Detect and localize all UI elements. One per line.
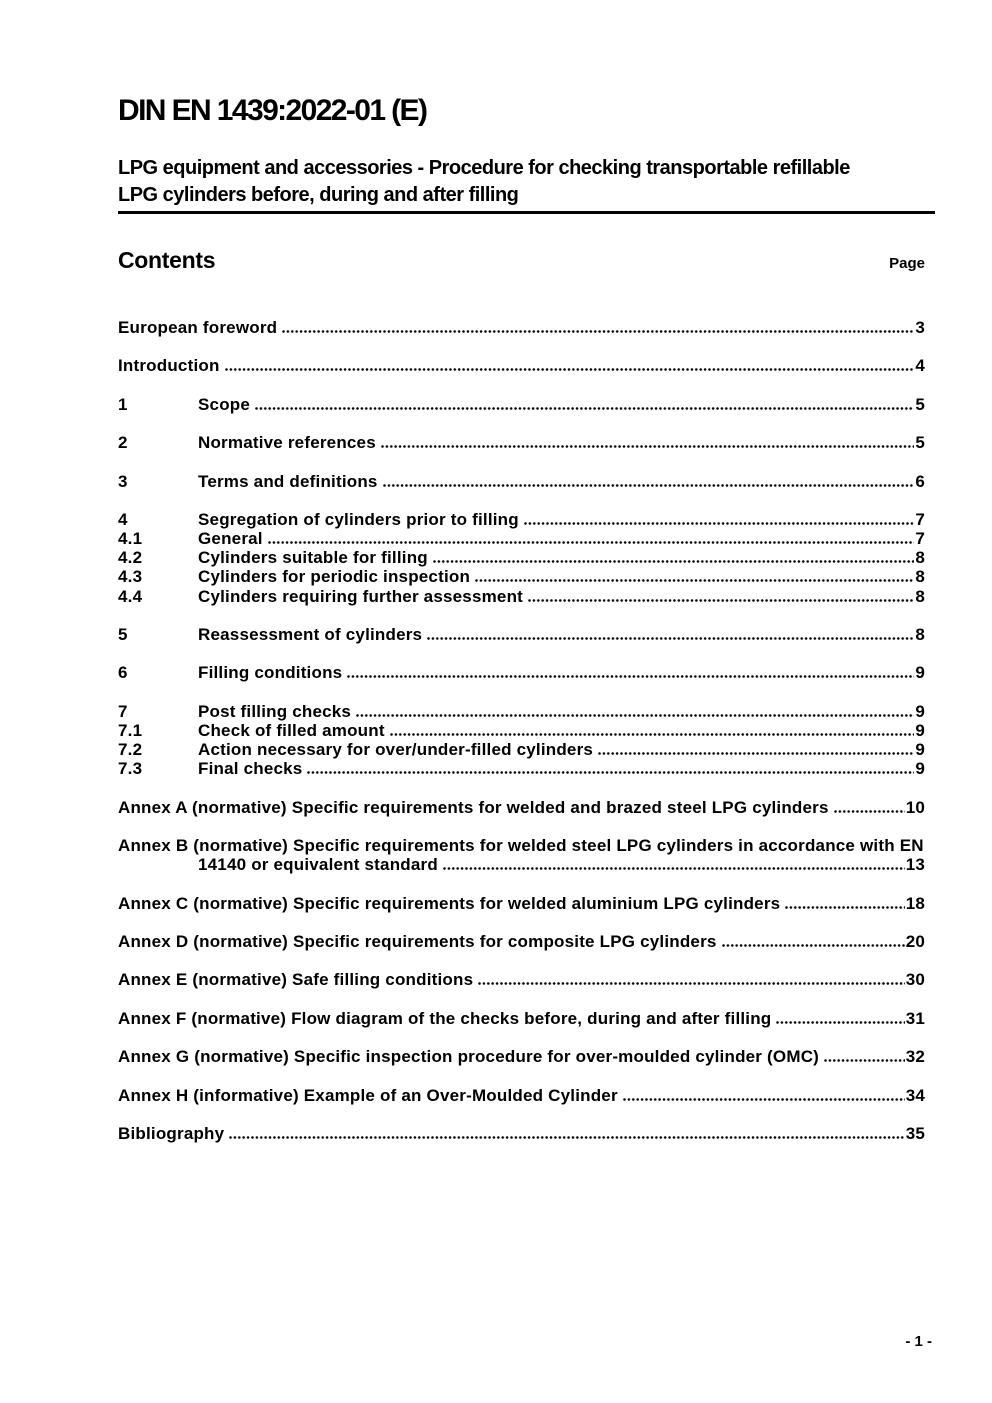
toc-entry[interactable] [118, 721, 925, 740]
table-of-contents [118, 318, 935, 1143]
toc-dot-leader [475, 579, 914, 582]
toc-entry-label: Annex F (normative) Flow diagram of the checks before, during and after filling [118, 1008, 772, 1028]
document-title-line-2: LPG cylinders before, during and after filling [118, 184, 519, 206]
toc-entry-page: 9 [915, 701, 925, 721]
toc-entry[interactable] [118, 318, 925, 337]
toc-entry-label: Normative references [198, 433, 376, 453]
toc-entry-label: Annex G (normative) Specific inspection procedure for over-moulded cylinder (OMC) [118, 1047, 820, 1067]
toc-entry-label: Check of filled amount [198, 720, 385, 740]
toc-entry[interactable] [118, 1086, 925, 1105]
toc-entry[interactable] [118, 625, 925, 644]
toc-entry-number: 4.1 [118, 529, 143, 549]
toc-entry[interactable] [118, 529, 925, 548]
toc-entry-page: 8 [915, 586, 925, 606]
toc-entry-page: 32 [905, 1047, 925, 1067]
toc-entry-label: Annex D (normative) Specific requirements for composite LPG cylinders [118, 932, 717, 951]
toc-entry-label: Post filling checks [198, 701, 352, 721]
toc-group [118, 1124, 925, 1143]
toc-entry-page: 30 [905, 970, 925, 990]
toc-dot-leader [282, 330, 914, 333]
toc-entry[interactable] [118, 567, 925, 586]
toc-entry-number: 7.2 [118, 740, 143, 760]
toc-entry-page: 6 [915, 471, 925, 491]
toc-entry-number: 5 [118, 625, 128, 644]
toc-group [118, 1086, 925, 1105]
toc-entry-label: Cylinders requiring further assessment [198, 586, 524, 606]
toc-entry-number: 7 [118, 701, 128, 721]
toc-entry-page: 8 [915, 567, 925, 587]
toc-entry-page: 3 [915, 318, 925, 337]
toc-entry-label: Cylinders for periodic inspection [198, 567, 471, 587]
toc-entry[interactable] [118, 970, 925, 989]
toc-entry-number: 3 [118, 471, 128, 491]
toc-entry[interactable] [118, 798, 925, 817]
toc-entry[interactable] [118, 395, 925, 414]
toc-group [118, 932, 925, 951]
toc-entry-number: 2 [118, 433, 128, 453]
toc-entry[interactable] [118, 433, 925, 452]
toc-group [118, 318, 925, 337]
toc-entry-label: Action necessary for over/under-filled cylinders [198, 740, 594, 760]
toc-dot-leader [433, 560, 914, 563]
toc-entry[interactable] [118, 356, 925, 375]
toc-entry-label: Annex E (normative) Safe filling conditions [118, 970, 474, 990]
toc-entry-label: Final checks [198, 759, 303, 779]
toc-dot-leader [443, 867, 905, 870]
toc-entry-label: Terms and definitions [198, 471, 378, 491]
toc-entry-page: 35 [905, 1123, 925, 1143]
toc-entry[interactable] [118, 1009, 925, 1028]
toc-entry-number: 4 [118, 509, 128, 529]
toc-dot-leader [390, 733, 915, 736]
toc-dot-leader [478, 982, 904, 985]
toc-dot-leader [598, 752, 914, 755]
toc-dot-leader [255, 407, 914, 410]
toc-dot-leader [427, 637, 914, 640]
toc-entry-label: Annex B (normative) Specific requirements for welded steel LPG cylinders in accordance with EN [118, 836, 924, 856]
toc-entry[interactable] [118, 702, 925, 721]
toc-entry[interactable] [118, 663, 925, 682]
toc-entry-number: 4.2 [118, 548, 143, 568]
toc-group [118, 356, 925, 375]
toc-group [118, 1009, 925, 1028]
toc-entry-page: 5 [915, 433, 925, 453]
toc-entry-page: 9 [915, 740, 925, 760]
contents-heading: Contents [118, 247, 216, 273]
toc-entry-page: 20 [905, 932, 925, 951]
toc-dot-leader [381, 445, 914, 448]
toc-entry[interactable] [118, 740, 925, 759]
toc-entry-label: 14140 or equivalent standard [198, 855, 438, 875]
toc-dot-leader [225, 368, 915, 371]
toc-dot-leader [383, 484, 915, 487]
toc-dot-leader [623, 1098, 905, 1101]
toc-entry[interactable] [118, 932, 925, 951]
toc-entry-page: 31 [905, 1008, 925, 1028]
toc-group [118, 625, 925, 644]
toc-entry[interactable] [118, 894, 925, 913]
toc-dot-leader [722, 944, 905, 947]
toc-entry-page: 9 [915, 759, 925, 779]
toc-entry-number: 4.3 [118, 567, 143, 587]
toc-entry-page: 13 [905, 855, 925, 875]
toc-entry-page: 34 [905, 1085, 925, 1105]
toc-entry-page: 9 [915, 720, 925, 740]
toc-entry-label: Annex H (informative) Example of an Over-Moulded Cylinder [118, 1085, 618, 1105]
toc-entry-page: 7 [915, 509, 925, 529]
toc-entry-page: 18 [905, 893, 925, 913]
toc-group [118, 970, 925, 989]
toc-entry-label: Filling conditions [198, 663, 343, 683]
toc-entry-page: 7 [915, 529, 925, 549]
toc-group [118, 894, 925, 913]
toc-group [118, 836, 925, 874]
toc-entry[interactable] [118, 759, 925, 778]
toc-entry-number: 7.3 [118, 759, 143, 779]
footer-page-number: - 1 - [905, 1333, 932, 1350]
toc-group [118, 1047, 925, 1066]
toc-entry[interactable] [118, 836, 925, 855]
document-code: DIN EN 1439:2022-01 (E) [118, 94, 427, 127]
toc-group [118, 702, 925, 779]
toc-entry-page: 9 [915, 663, 925, 683]
toc-entry-label: Reassessment of cylinders [198, 625, 423, 644]
toc-dot-leader [524, 522, 915, 525]
toc-entry-label: Annex C (normative) Specific requirements for welded aluminium LPG cylinders [118, 893, 781, 913]
toc-entry-label: Bibliography [118, 1123, 225, 1143]
toc-dot-leader [268, 541, 915, 544]
toc-entry-number: 4.4 [118, 586, 143, 606]
toc-entry[interactable] [118, 855, 925, 874]
document-title [118, 155, 935, 214]
toc-entry-page: 8 [915, 625, 925, 644]
toc-group [118, 395, 925, 414]
toc-dot-leader [834, 810, 905, 813]
toc-entry-label: Cylinders suitable for filling [198, 548, 428, 568]
page-column-label: Page [889, 255, 925, 272]
toc-dot-leader [528, 599, 914, 602]
toc-dot-leader [824, 1059, 905, 1062]
toc-group [118, 510, 925, 606]
toc-entry[interactable] [118, 510, 925, 529]
toc-entry-label: European foreword [118, 318, 278, 337]
toc-entry[interactable] [118, 472, 925, 491]
toc-entry-page: 8 [915, 548, 925, 568]
toc-group [118, 663, 925, 682]
toc-entry-page: 10 [905, 797, 925, 817]
toc-dot-leader [347, 675, 914, 678]
toc-entry[interactable] [118, 1124, 925, 1143]
toc-entry-number: 7.1 [118, 720, 143, 740]
toc-entry[interactable] [118, 1047, 925, 1066]
toc-group [118, 472, 925, 491]
toc-entry-number: 6 [118, 663, 128, 683]
toc-dot-leader [785, 906, 904, 909]
toc-entry-page: 5 [915, 394, 925, 414]
contents-header [118, 247, 935, 274]
toc-entry-label: Introduction [118, 356, 220, 376]
toc-entry[interactable] [118, 548, 925, 567]
toc-entry-label: Segregation of cylinders prior to filling [198, 509, 519, 529]
toc-entry-label: General [198, 529, 263, 549]
toc-entry-label: Annex A (normative) Specific requirements for welded and brazed steel LPG cylinders [118, 797, 829, 817]
toc-dot-leader [776, 1021, 904, 1024]
toc-dot-leader [307, 771, 914, 774]
document-title-line-1: LPG equipment and accessories - Procedure for checking transportable refillable [118, 157, 850, 179]
toc-dot-leader [356, 714, 914, 717]
toc-entry-number: 1 [118, 394, 128, 414]
toc-dot-leader [229, 1136, 904, 1139]
toc-entry-page: 4 [915, 356, 925, 376]
toc-group [118, 433, 925, 452]
toc-group [118, 798, 925, 817]
toc-entry-label: Scope [198, 394, 251, 414]
toc-entry[interactable] [118, 587, 925, 606]
